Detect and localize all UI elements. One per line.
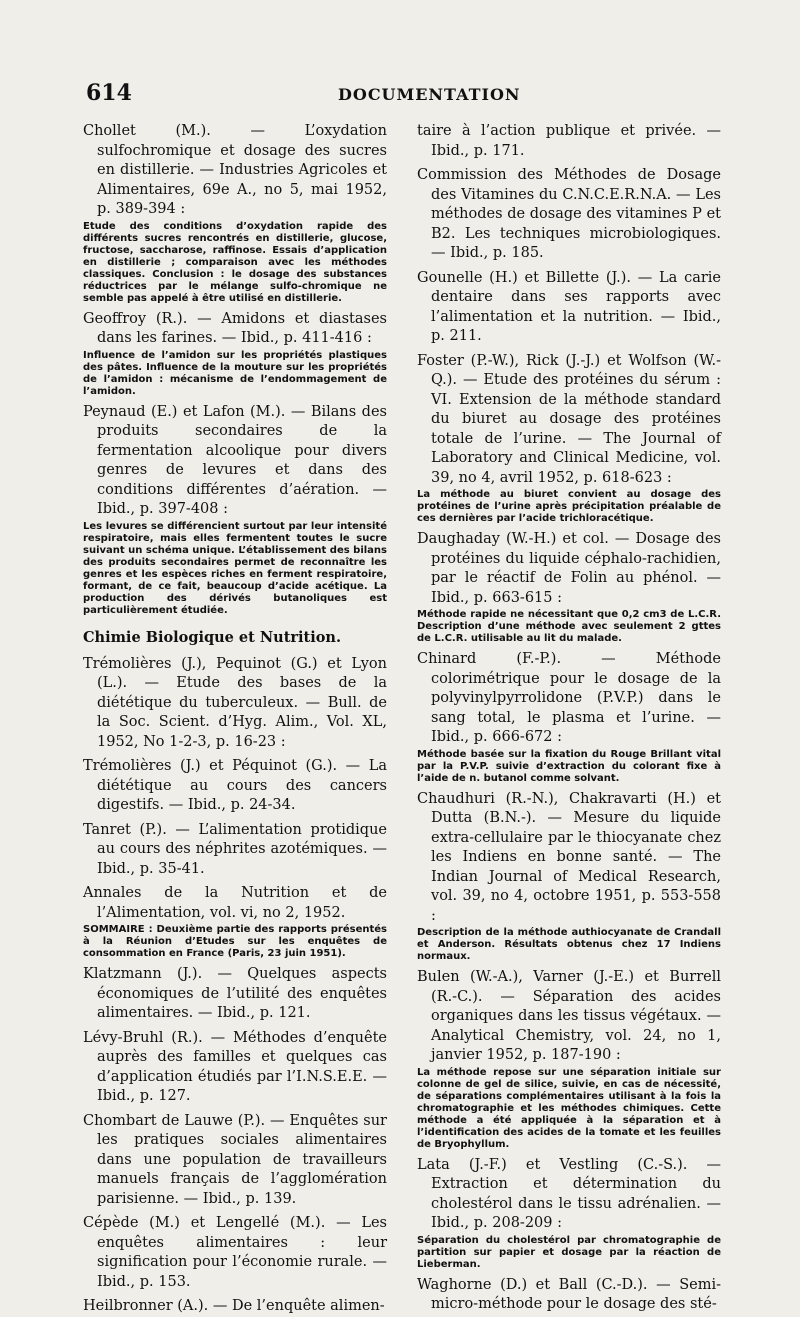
citation-text: Daughaday (W.-H.) et col. — Dosage des protéines du liquide céphalo-rachidien, par le réactif de Folin au phénol. — Ibid., p. 663-615 :: [417, 531, 721, 606]
bibliography-entry: [417, 650, 721, 785]
bibliography-entry: [83, 965, 387, 1024]
abstract-text: Etude des conditions d’oxydation rapide des différents sucres rencontrés en distillerie, glucose, fructose, saccharose, raffinose. Essais d’application en distillerie ; comparaison avec les méthodes classiques. Conclusion : le dosage des substances réductrices par le mélange sulfo-chromique ne semble pas appelé à être utilisé en distillerie.: [83, 220, 387, 304]
citation-text: Gounelle (H.) et Billette (J.). — La carie dentaire dans ses rapports avec l’alimentation et la nutrition. — Ibid., p. 211.: [417, 269, 721, 344]
bibliography-entry: [83, 884, 387, 960]
abstract-text: SOMMAIRE : Deuxième partie des rapports présentés à la Réunion d’Etudes sur les enquêtes de consommation en France (Paris, 23 juin 1951).: [83, 924, 387, 959]
bibliography-entry: [417, 269, 721, 347]
citation-text: Cépède (M.) et Lengellé (M.). — Les enquêtes alimentaires : leur signification pour l’économie rurale. — Ibid., p. 153.: [83, 1215, 387, 1290]
citation-text: Annales de la Nutrition et de l’Alimentation, vol. vi, no 2, 1952.: [83, 885, 387, 921]
bibliography-entry: [417, 1276, 721, 1315]
bibliography-entry: [417, 530, 721, 645]
bibliography-entry: [83, 1214, 387, 1292]
section-heading: Chimie Biologique et Nutrition.: [83, 628, 342, 646]
citation-text: Chaudhuri (R.-N.), Chakravarti (H.) et Dutta (B.N.-). — Mesure du liquide extra-cellulaire par le thiocyanate chez les Indiens en bonne santé. — The Indian Journal of Medical Research, vol. 39, no 4, octobre 1951, p. 553-558 :: [417, 790, 721, 924]
bibliography-entry: [417, 1156, 721, 1271]
abstract-text: Méthode basée sur la fixation du Rouge Brillant vital par la P.V.P. suivie d’extraction du colorant fixe à l’aide de n. butanol comme solvant.: [417, 748, 721, 784]
abstract-text: Les levures se différencient surtout par leur intensité respiratoire, mais elles fermentent toutes le sucre suivant un schéma unique. L’établissement des bilans des produits secondaires permet de reconnaître les genres et les espèces riches en ferment respiratoire, formant, de ce fait, beaucoup d’acide acétique. La production des dérivés butanoliques est particulièrement étudiée.: [83, 520, 387, 616]
bibliography-entry: [83, 1029, 387, 1107]
bibliography-entry: [83, 403, 387, 617]
abstract-text: Méthode rapide ne nécessitant que 0,2 cm3 de L.C.R. Description d’une méthode avec seulement 2 gttes de L.C.R. utilisable au lit du malade.: [417, 609, 721, 644]
page-header: [0, 80, 800, 110]
bibliography-entry: [83, 655, 387, 753]
bibliography-entry: [83, 757, 387, 816]
citation-text: Trémolières (J.) et Péquinot (G.). — La diététique au cours des cancers digestifs. — Ibid., p. 24-34.: [83, 758, 387, 813]
bibliography-entry: [417, 968, 721, 1151]
citation-text: Tanret (P.). — L’alimentation protidique au cours des néphrites azotémiques. — Ibid., p. 35-41.: [83, 821, 387, 877]
citation-text: Chombart de Lauwe (P.). — Enquêtes sur les pratiques sociales alimentaires dans une population de travailleurs manuels français de l’agglomération parisienne. — Ibid., p. 139.: [83, 1112, 387, 1207]
bibliography-entry: [417, 352, 721, 526]
bibliography-entry: [83, 310, 387, 398]
bibliography-entry: [83, 1112, 387, 1210]
citation-text: Chinard (F.-P.). — Méthode colorimétrique pour le dosage de la polyvinylpyrrolidone (P.V.P.) dans le sang total, le plasma et l’urine. — Ibid., p. 666-672 :: [417, 651, 721, 745]
citation-text: Waghorne (D.) et Ball (C.-D.). — Semi-micro-méthode pour le dosage des sté-: [417, 1276, 721, 1312]
bibliography-entry: [83, 122, 387, 305]
citation-text: Peynaud (E.) et Lafon (M.). — Bilans des produits secondaires de la fermentation alcoolique pour divers genres de levures et dans des conditions différentes d’aération. — Ibid., p. 397-408 :: [83, 403, 387, 517]
citation-text: Chollet (M.). — L’oxydation sulfochromique et dosage des sucres en distillerie. — Industries Agricoles et Alimentaires, 69e A., no 5, mai 1952, p. 389-394 :: [83, 123, 387, 217]
citation-text: Trémolières (J.), Pequinot (G.) et Lyon (L.). — Etude des bases de la diététique du tuberculeux. — Bull. de la Soc. Scient. d’Hyg. Alim., Vol. XL, 1952, No 1-2-3, p. 16-23 :: [83, 655, 387, 750]
citation-text: Klatzmann (J.). — Quelques aspects économiques de l’utilité des enquêtes alimentaires. — Ibid., p. 121.: [83, 966, 387, 1021]
abstract-text: La méthode au biuret convient au dosage des protéines de l’urine après précipitation préalable de ces dernières par l’acide trichloracétique.: [417, 489, 721, 524]
abstract-text: Séparation du cholestérol par chromatographie de partition sur papier et dosage par la réaction de Lieberman.: [417, 1234, 721, 1270]
citation-text: Geoffroy (R.). — Amidons et diastases dans les farines. — Ibid., p. 411-416 :: [83, 310, 387, 346]
citation-text: Bulen (W.-A.), Varner (J.-E.) et Burrell (R.-C.). — Séparation des acides organiques dans les tissus végétaux. — Analytical Chemistry, vol. 24, no 1, janvier 1952, p. 187-190 :: [417, 969, 721, 1063]
bibliography-entry: [417, 166, 721, 264]
bibliography-entry: [83, 821, 387, 880]
abstract-text: Description de la méthode authiocyanate de Crandall et Anderson. Résultats obtenus chez 17 Indiens normaux.: [417, 927, 721, 962]
running-title: DOCUMENTATION: [338, 85, 521, 104]
citation-text: Lata (J.-F.) et Vestling (C.-S.). — Extraction et détermination du cholestérol dans le tissu adrénalien. — Ibid., p. 208-209 :: [417, 1156, 721, 1231]
bibliography-entry: [417, 790, 721, 964]
page-number: 614: [86, 80, 132, 106]
citation-text: Heilbronner (A.). — De l’enquête alimen-: [83, 1298, 385, 1314]
citation-text: Foster (P.-W.), Rick (J.-J.) et Wolfson (W.-Q.). — Etude des protéines du sérum : VI. Extension de la méthode standard du biuret au dosage des protéines totale de l’urine. — The Journal of Laboratory and Clinical Medicine, vol. 39, no 4, avril 1952, p. 618-623 :: [417, 352, 721, 486]
bibliography-entry: [83, 1297, 387, 1317]
citation-text: taire à l’action publique et privée. — Ibid., p. 171.: [417, 123, 721, 159]
right-column: [417, 122, 721, 1312]
abstract-text: La méthode repose sur une séparation initiale sur colonne de gel de silice, suivie, en cas de nécessité, de séparations complémentaires utilisant à la fois la chromatographie et les méthodes chimiques. Cette méthode a été appliquée à la séparation et à l’identification des acides de la tomate et les feuilles de Bryophyllum.: [417, 1066, 721, 1150]
bibliography-entry: [417, 122, 721, 161]
citation-text: Commission des Méthodes de Dosage des Vitamines du C.N.C.E.R.N.A. — Les méthodes de dosage des vitamines P et B2. Les techniques microbiologiques. — Ibid., p. 185.: [417, 167, 721, 261]
citation-text: Lévy-Bruhl (R.). — Méthodes d’enquête auprès des familles et quelques cas d’application étudiés par l’I.N.S.E.E. — Ibid., p. 127.: [83, 1029, 387, 1104]
abstract-text: Influence de l’amidon sur les propriétés plastiques des pâtes. Influence de la mouture sur les propriétés de l’amidon : mécanisme de l’endommagement de l’amidon.: [83, 349, 387, 397]
left-column: [83, 122, 387, 1314]
